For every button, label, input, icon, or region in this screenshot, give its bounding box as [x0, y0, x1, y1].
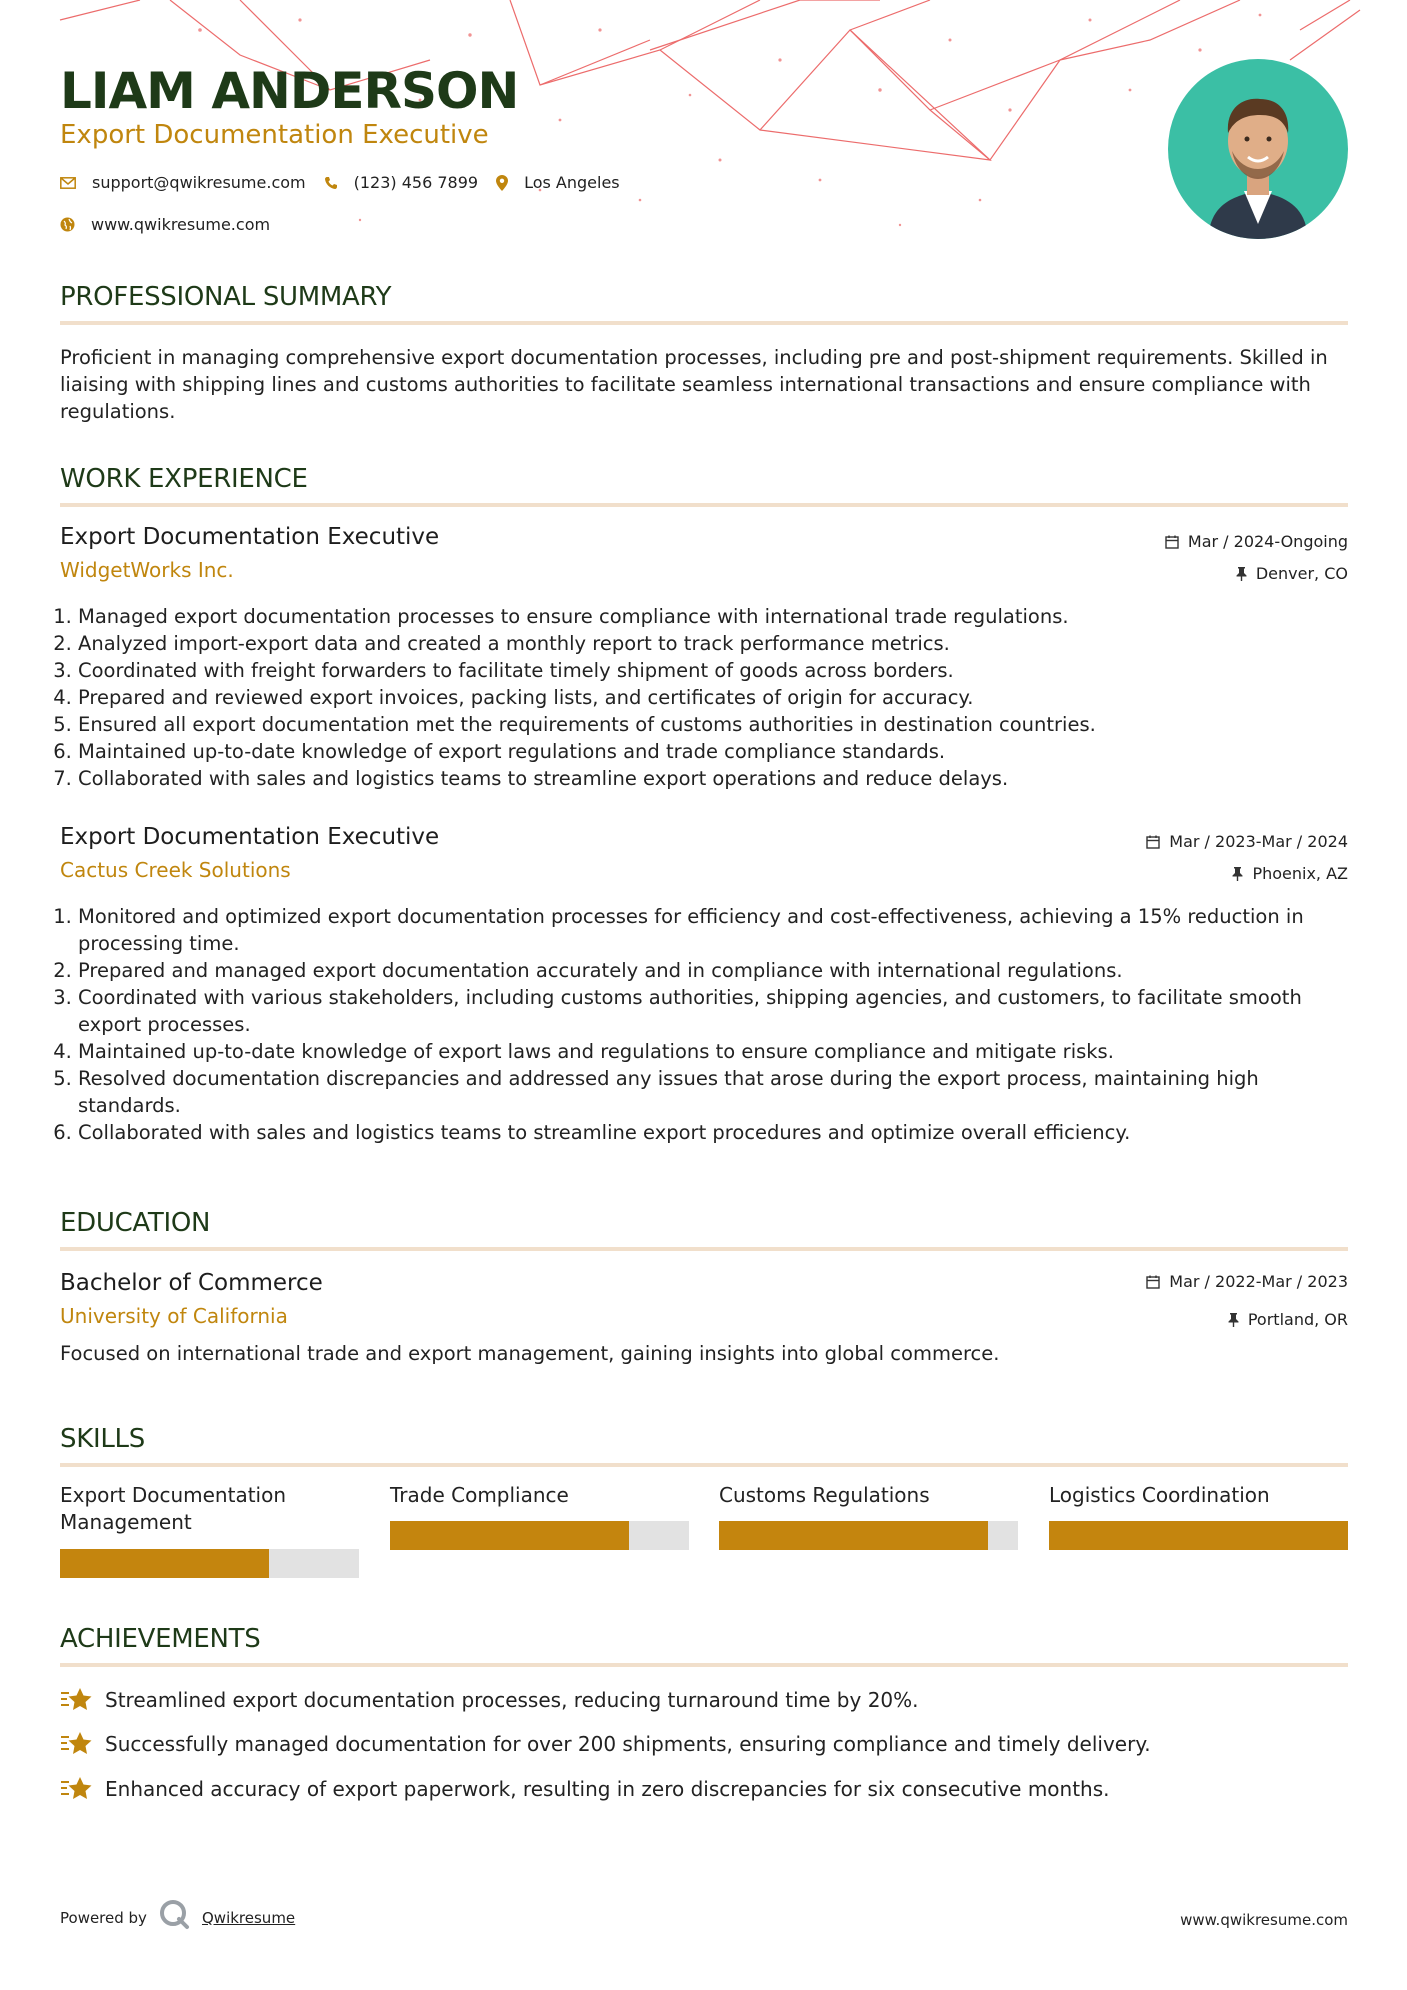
candidate-role: Export Documentation Executive	[60, 120, 489, 150]
achievement-item	[60, 1776, 1110, 1802]
phone-icon	[324, 176, 338, 190]
job-bullet: 4. Maintained up-to-date knowledge of export laws and regulations to ensure compliance and mitigate risks.	[78, 1038, 1348, 1065]
website-text: www.qwikresume.com	[91, 215, 271, 234]
globe-icon	[60, 217, 75, 232]
job-bullet: 3. Coordinated with various stakeholders, including customs authorities, shipping agencies, and customers, to facilitate smooth export processes.	[78, 984, 1348, 1038]
achievement-item	[60, 1687, 919, 1713]
job-location	[1232, 864, 1348, 883]
skill-bar-fill	[1049, 1521, 1348, 1550]
achievement-text: Successfully managed documentation for over 200 shipments, ensuring compliance and timely delivery.	[105, 1732, 1151, 1756]
skill-bar	[60, 1549, 359, 1578]
education-dates-text: Mar / 2022-Mar / 2023	[1169, 1272, 1348, 1291]
contact-row	[60, 173, 638, 192]
skill-item	[390, 1482, 689, 1509]
experience-heading: WORK EXPERIENCE	[60, 464, 1348, 507]
job-bullet: 1. Monitored and optimized export documentation processes for efficiency and cost-effectiveness, achieving a 15% reduction in processing time.	[78, 903, 1348, 957]
achievement-text: Enhanced accuracy of export paperwork, resulting in zero discrepancies for six consecutive months.	[105, 1777, 1110, 1801]
education-location	[1228, 1310, 1348, 1329]
achievements-heading: ACHIEVEMENTS	[60, 1624, 1348, 1667]
job-bullet: 5. Ensured all export documentation met the requirements of customs authorities in destination countries.	[78, 711, 1348, 738]
job-title: Export Documentation Executive	[60, 824, 440, 850]
skill-bar	[719, 1521, 1018, 1550]
pushpin-icon	[1232, 867, 1243, 881]
job-location-text: Phoenix, AZ	[1252, 864, 1348, 883]
job-dates	[1165, 532, 1348, 551]
job-location	[1236, 564, 1348, 583]
pushpin-icon	[1228, 1313, 1239, 1327]
contact-location	[496, 173, 620, 192]
skill-bar-fill	[719, 1521, 988, 1550]
job-bullets	[60, 903, 1348, 1146]
job-bullet: 7. Collaborated with sales and logistics teams to streamline export operations and reduce delays.	[78, 765, 1348, 792]
job-bullet: 2. Prepared and managed export documentation accurately and in compliance with international regulations.	[78, 957, 1348, 984]
calendar-icon	[1146, 835, 1160, 849]
qwikresume-logo-icon	[158, 1898, 190, 1930]
job-dates	[1146, 832, 1348, 851]
website-row	[60, 215, 288, 234]
skill-name: Logistics Coordination	[1049, 1483, 1270, 1507]
summary-heading: PROFESSIONAL SUMMARY	[60, 282, 1348, 325]
job-bullets	[60, 603, 1348, 792]
envelope-icon	[60, 177, 76, 189]
skill-name: Trade Compliance	[390, 1483, 569, 1507]
candidate-name: LIAM ANDERSON	[60, 62, 519, 120]
education-description: Focused on international trade and export management, gaining insights into global commerce.	[60, 1342, 1000, 1365]
phone-text: (123) 456 7899	[353, 173, 479, 192]
skill-name: Customs Regulations	[719, 1483, 930, 1507]
skill-item	[60, 1482, 359, 1536]
email-text: support@qwikresume.com	[92, 173, 306, 192]
powered-by-label: Powered by	[60, 1909, 147, 1927]
location-text: Los Angeles	[524, 173, 620, 192]
skill-bar	[390, 1521, 689, 1550]
star-achievement-icon	[60, 1731, 93, 1757]
pushpin-icon	[1236, 567, 1247, 581]
profile-photo	[1168, 59, 1348, 239]
job-bullet: 6. Maintained up-to-date knowledge of export regulations and trade compliance standards.	[78, 738, 1348, 765]
skill-bar-fill	[390, 1521, 629, 1550]
map-pin-icon	[496, 175, 508, 191]
education-location-text: Portland, OR	[1247, 1310, 1348, 1329]
education-heading: EDUCATION	[60, 1208, 1348, 1251]
calendar-icon	[1165, 535, 1179, 549]
footer-website[interactable]: www.qwikresume.com	[1180, 1911, 1348, 1929]
calendar-icon	[1146, 1275, 1160, 1289]
qwikresume-link[interactable]: Qwikresume	[202, 1909, 296, 1927]
skill-name: Export Documentation Management	[60, 1483, 287, 1534]
skills-grid	[60, 1482, 1348, 1582]
star-achievement-icon	[60, 1687, 93, 1713]
job-company: Cactus Creek Solutions	[60, 858, 291, 882]
achievement-item	[60, 1731, 1151, 1757]
skill-bar	[1049, 1521, 1348, 1550]
job-bullet: 3. Coordinated with freight forwarders to facilitate timely shipment of goods across borders.	[78, 657, 1348, 684]
education-dates	[1146, 1272, 1348, 1291]
contact-phone[interactable]	[324, 173, 478, 192]
job-location-text: Denver, CO	[1255, 564, 1348, 583]
job-dates-text: Mar / 2023-Mar / 2024	[1169, 832, 1348, 851]
skill-item	[1049, 1482, 1348, 1509]
job-bullet: 1. Managed export documentation processes to ensure compliance with international trade regulations.	[78, 603, 1348, 630]
job-title: Export Documentation Executive	[60, 524, 440, 550]
skills-heading: SKILLS	[60, 1424, 1348, 1467]
footer	[60, 1898, 1348, 1938]
job-bullet: 2. Analyzed import-export data and created a monthly report to track performance metrics.	[78, 630, 1348, 657]
degree-title: Bachelor of Commerce	[60, 1270, 323, 1296]
job-company: WidgetWorks Inc.	[60, 558, 234, 582]
summary-text: Proficient in managing comprehensive export documentation processes, including pre and post-shipment requirements. Skilled in liaising with shipping lines and customs authorities to facilitate seamless international transactions and ensure compliance with regulations.	[60, 346, 1328, 423]
achievement-text: Streamlined export documentation processes, reducing turnaround time by 20%.	[105, 1688, 919, 1712]
school-name: University of California	[60, 1304, 288, 1328]
job-dates-text: Mar / 2024-Ongoing	[1187, 532, 1348, 551]
skill-item	[719, 1482, 1018, 1509]
job-bullet: 4. Prepared and reviewed export invoices, packing lists, and certificates of origin for accuracy.	[78, 684, 1348, 711]
contact-email[interactable]	[60, 173, 306, 192]
profile-portrait-illustration	[1168, 59, 1348, 239]
job-bullet: 6. Collaborated with sales and logistics teams to streamline export procedures and optimize overall efficiency.	[78, 1119, 1348, 1146]
star-achievement-icon	[60, 1776, 93, 1802]
skill-bar-fill	[60, 1549, 269, 1578]
job-bullet: 5. Resolved documentation discrepancies and addressed any issues that arose during the export process, maintaining high standards.	[78, 1065, 1348, 1119]
contact-website[interactable]	[60, 215, 270, 234]
